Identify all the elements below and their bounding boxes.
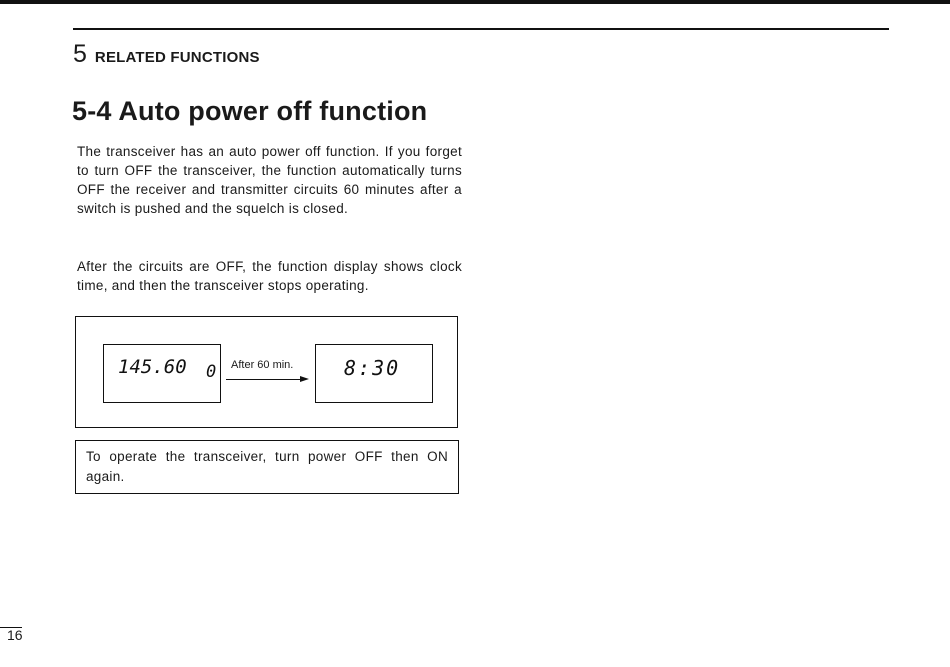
arrow-head-icon: [300, 376, 309, 382]
chapter-title: RELATED FUNCTIONS: [94, 49, 260, 66]
paragraph-description: The transceiver has an auto power off function. If you forget to turn OFF the transceiver, the function automatically turns OFF the receiver and transmitter circuits 60 minutes after a switch is pushed and the squelch is closed.: [77, 144, 462, 216]
paragraph-display: After the circuits are OFF, the function display shows clock time, and then the transceiver stops operating.: [77, 259, 462, 293]
note-text: To operate the transceiver, turn power OFF then ON again.: [86, 449, 448, 484]
header-rule: [73, 28, 889, 30]
page-number: 16: [7, 627, 23, 643]
chapter-header: [73, 40, 260, 68]
frequency-readout: 145.60: [118, 356, 187, 378]
chapter-number: 5: [73, 40, 87, 68]
arrow-icon: [226, 379, 302, 380]
note-box: [75, 440, 459, 494]
arrow-label: After 60 min.: [231, 359, 294, 371]
top-border: [0, 0, 950, 4]
clock-readout: 8:30: [344, 356, 401, 380]
lcd-display-before: [103, 344, 221, 403]
channel-readout: 0: [206, 362, 217, 382]
auto-power-off-diagram: [75, 316, 458, 428]
section-title: 5-4 Auto power off function: [72, 96, 428, 126]
lcd-display-after: [315, 344, 433, 403]
